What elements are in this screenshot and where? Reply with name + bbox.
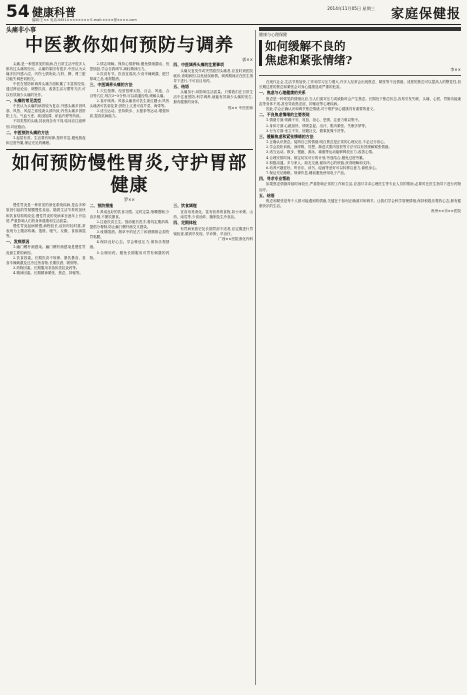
paragraph: 2.注意饮食卫生。饭前便后洗手,餐具定期消毒,提倡分餐制,防止幽门螺杆菌交叉感染。 [89, 220, 170, 230]
paragraph: 焦虑是一种常见的情绪反应,当人们面对压力或威胁时会产生焦虑。长期处于焦虑状态,容易引发失眠、头痛、心慌、胃肠功能紊乱等身体不适,甚至导致焦虑症、抑郁症等心理疾病。 [259, 96, 461, 106]
paragraph: 有胃病家族史及长期胃部不适者,应定期进行胃镜检查,做到早发现、早诊断、早治疗。 [173, 226, 254, 236]
section-heading: 一、焦虑与心理健康的关系 [259, 90, 306, 96]
article-headline [259, 39, 461, 67]
paragraph: 1.起居有常。生活要有规律,按时作息,避免熬夜和过度劳累,保证充足的睡眠。 [6, 136, 86, 146]
paragraph: 4.合理安排时间。制定切实可行的计划,劳逸结合,避免过度劳累。 [266, 155, 367, 160]
paragraph: 1.正确认识焦虑。接纳自己的情绪,明白焦虑是正常的心理反应,不必过分担心。 [266, 140, 388, 145]
paragraph: 6.培养兴趣爱好。听音乐、读书、绘画等爱好可以转移注意力,愉悦身心。 [266, 165, 379, 170]
section-heading: 二、中医预防头痛的方法 [6, 129, 49, 135]
article-title-line1: 如何缓解不良的 [265, 39, 346, 53]
section-heading: 三、饮食调理 [173, 203, 197, 209]
contact-line: 编辑:王×× 电话:0451×××××××× E-mail:××××@××××.com [32, 18, 137, 22]
headline-rule [259, 75, 461, 76]
section-heading: 二、预防措施 [89, 203, 114, 209]
paragraph: 3.戒烟限酒。烟草中的尼古丁和酒精都会损伤胃黏膜。 [89, 230, 170, 240]
paragraph: 3.适当运动。散步、慢跑、游泳、瑜伽等运动能够释放压力,改善心情。 [266, 150, 376, 155]
article-body [259, 80, 461, 214]
masthead-rule [6, 24, 461, 25]
paragraph: 1.幽门螺杆菌感染。幽门螺杆菌感染是慢性胃炎最主要的病因。 [6, 245, 86, 255]
paragraph: 不同类型的头痛,其表现各有不同,临床应注意辨别,对症施治。 [6, 119, 86, 129]
article-title-line2: 焦虑和紧张情绪? [265, 53, 353, 67]
paragraph: 焦虑和紧张是每个人都可能遇到的情绪,关键在于如何正确面对和调节。让我们学会科学管理情绪,保持积极乐观的心态,拥有健康快乐的生活。 [259, 199, 461, 209]
paragraph: 1.穴位按摩。经常按摩太阳、百会、风池、合谷等穴位,每次3~5分钟,可以疏通经络,缓解头痛。 [89, 88, 170, 98]
text-column [173, 203, 253, 276]
paragraph: 宜食用易消化、富有营养的食物,如小米粥、山药、南瓜等,少食油炸、腌制及生冷食品。 [173, 209, 254, 219]
paragraph: 3.药物因素。长期服用非甾体类抗炎药等。 [13, 265, 80, 270]
article-headache [6, 27, 253, 146]
paragraph: 1.养成良好的饮食习惯。定时定量,细嚼慢咽,少食多餐,不暴饮暴食。 [89, 209, 170, 219]
column-label: 健康与心理保健 [259, 32, 287, 37]
paragraph: 3.适当运动。坚持散步、太极拳等运动,增强体质,提高抗病能力。 [89, 109, 170, 119]
section-heading: 五、结语 [173, 83, 189, 89]
paragraph: 2.情志调畅。保持心情舒畅,避免情绪激动、忧思恼怒,学会自我调节,减轻精神压力。 [89, 62, 170, 72]
text-column [173, 62, 253, 146]
paragraph: 因此,学会正确认识和调节焦虑情绪,对于维护身心健康具有重要的意义。 [266, 106, 377, 111]
paragraph: 2.饮食因素。长期饮食不规律、暴饮暴食、喜食辛辣刺激及过冷过热食物,长期饮酒、吸烟等。 [6, 255, 86, 265]
paragraph: 头痛虽小,却影响生活质量。只要我们在日常生活中注意预防,科学调养,就能有效减少头痛的发生,拥有健康的身体。 [173, 90, 254, 105]
article-author: 李×× [450, 67, 461, 72]
paragraph: 中医在预防和调养头痛方面积累了丰富的经验,通过辨证论治、调整饮食、改善生活习惯等方法,可以有效减少头痛的发作。 [6, 82, 86, 97]
paragraph: 慢性胃炎起病缓慢,病程较长,症状时轻时重,常表现为上腹部疼痛、饱胀、嗳气、反酸、食欲减退等。 [6, 223, 86, 238]
section-divider [6, 149, 253, 150]
paragraph: 4.保持良好心态。学会释放压力,保持乐观情绪。 [89, 240, 170, 250]
article-kicker: 头痛非小事 [6, 27, 37, 34]
article-title: 如何预防慢性胃炎,守护胃部健康 [11, 153, 248, 197]
left-column [6, 27, 253, 689]
masthead [6, 2, 461, 24]
article-body [6, 62, 253, 146]
paragraph: 4.精神因素。长期精神紧张、焦虑、抑郁等。 [13, 270, 83, 275]
paragraph: 头痛反复发作或突然剧烈头痛者,应及时到医院就诊,查明病因,以免延误病情。调养期间应在医生指导下进行,不可盲目用药。 [173, 68, 254, 83]
section-heading: 二、不良焦虑情绪的主要表现 [259, 111, 310, 117]
newspaper-brand: 家庭保健报 [390, 7, 461, 22]
text-column [90, 62, 170, 146]
paragraph: 2.身体方面:心跳加快、呼吸急促、出汗、肌肉紧张、失眠多梦等。 [266, 123, 369, 128]
article-gastritis [6, 153, 253, 276]
paragraph: 中医认为头痛的病因较为复杂,外感头痛多因风寒、风热、风湿之邪侵袭头部所致;内伤头痛多因肝阳上亢、气血亏虚、痰浊阻滞、瘀血内停等所致。 [6, 104, 86, 119]
section-heading: 四、定期体检 [173, 220, 197, 225]
article-signature: 郭×× 中医医师 [227, 105, 254, 110]
section-heading: 一、头痛的常见类型 [6, 97, 42, 103]
paragraph: 慢性胃炎是一种常见的消化系统疾病,是由多种原因引起的胃黏膜慢性炎症。随着生活节奏的加快和饮食结构的改变,慢性胃炎的发病率呈逐年上升趋势,严重影响人们的身体健康和生活质量。 [6, 203, 86, 223]
right-column [259, 27, 461, 689]
paragraph: 3.饮食有节。饮食宜清淡,少食辛辣刺激、肥甘厚味之品,戒烟限酒。 [89, 72, 170, 82]
paragraph: 头痛,是一种很常见的疾病,在日常生活中很多人都有过头痛的经历。头痛的原因有很多,中医认为头痛多因外感六淫、内伤七情所致,与肝、脾、肾三脏功能失调密切相关。 [6, 62, 86, 82]
section-heading: 四、中医调养头痛的注意事项 [173, 62, 224, 67]
section-heading: 五、结语 [259, 192, 275, 198]
paragraph: 2.学会放松训练。深呼吸、冥想、渐进式肌肉放松等方法可以有效缓解紧张情绪。 [266, 145, 392, 150]
section-heading: 三、缓解焦虑和紧张情绪的方法 [259, 133, 314, 139]
article-author: 郭×× [242, 57, 253, 62]
paragraph: 在现代社会,生活节奏加快,工作和学习压力增大,许多人经常会出现焦虑、紧张等不良情绪。适度的焦虑可以提高人的警觉性,但长期过度的焦虑和紧张会对身心健康造成严重的危害。 [259, 80, 461, 90]
text-column [6, 62, 86, 146]
text-column [6, 203, 86, 276]
paragraph: 2.食疗调养。风寒头痛者可饮生姜红糖水;风热头痛者可饮菊花茶;肝阳上亢者可食芹菜、海带等。 [89, 99, 170, 109]
headline-bar [259, 40, 262, 66]
article-signature: 广西××医院消化内科 [218, 236, 254, 241]
page-number: 54 [6, 2, 30, 22]
paragraph: 如果焦虑情绪持续时间较长,严重影响正常的工作和生活,应及时寻求心理医生等专业人员的帮助,必要时在医生指导下进行药物治疗。 [259, 182, 461, 192]
column-divider [255, 30, 256, 685]
article-author: 罗×× [124, 197, 135, 203]
issue-date: 2014年11月05日 星期三 [327, 6, 375, 11]
article-signature: 贵州××市××医院 [430, 209, 461, 214]
section-heading: 三、中医调养头痛的方法 [89, 82, 133, 88]
paragraph: 5.积极沟通。多与家人、朋友交流,倾诉内心的烦恼,获得理解和支持。 [266, 160, 374, 165]
text-column [90, 203, 170, 276]
paragraph: 5.合理用药。避免长期服用对胃有刺激的药物。 [89, 250, 170, 260]
article-title: 中医教你如何预防与调养 [25, 35, 234, 56]
paragraph: 1.情绪方面:烦躁不安、易怒、担心、恐惧、注意力难以集中。 [266, 118, 362, 123]
section-heading: 一、发病原因 [6, 238, 30, 244]
column-name: 健康科普 [32, 6, 76, 19]
paragraph: 3.行为方面:坐立不安、回避社交、做事犹豫不决等。 [266, 128, 348, 133]
paragraph: 7.保证充足睡眠。规律作息,睡前避免使用电子产品。 [266, 170, 348, 175]
section-heading: 四、寻求专业帮助 [259, 175, 291, 181]
article-body [6, 203, 253, 276]
